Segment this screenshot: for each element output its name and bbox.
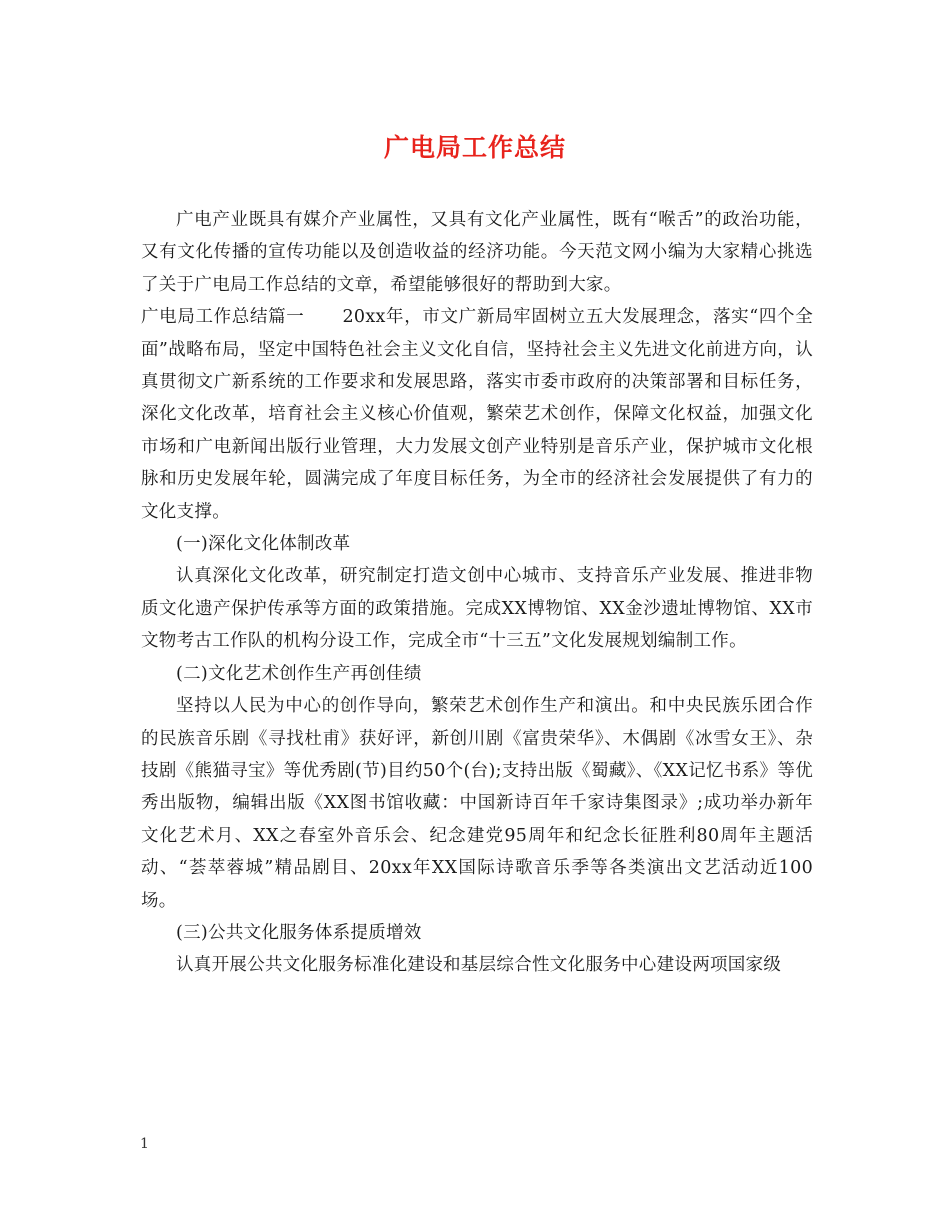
document-title: 广电局工作总结 bbox=[383, 133, 566, 162]
section-text-3: 认真开展公共文化服务标准化建设和基层综合性文化服务中心建设两项国家级 bbox=[176, 955, 782, 976]
article-heading: 广电局工作总结篇一 bbox=[141, 307, 305, 328]
section-text-2: 坚持以人民为中心的创作导向，繁荣艺术创作生产和演出。和中央民族乐团合作的民族音乐剧《寻找杜甫》获好评，新创川剧《富贵荣华》、木偶剧《冰雪女王》、杂技剧《熊猫寻宝》等优秀剧(节)目约50个(台);支持出版《蜀藏》、《XX记忆书系》等优秀出版物，编辑出版《XX图书馆收藏：中国新诗百年千家诗集图录》;成功举办新年文化艺术月、XX之春室外音乐会、纪念建党95周年和纪念长征胜利80周年主题活动、“荟萃蓉城”精品剧目、20xx年XX国际诗歌音乐季等各类演出文艺活动近100场。 bbox=[141, 696, 813, 911]
article-intro-paragraph bbox=[141, 301, 813, 528]
page-number: 1 bbox=[140, 1136, 149, 1152]
section-text-1: 认真深化文化改革，研究制定打造文创中心城市、支持音乐产业发展、推进非物质文化遗产保护传承等方面的政策措施。完成XX博物馆、XX金沙遗址博物馆、XX市文物考古工作队的机构分设工作，完成全市“十三五”文化发展规划编制工作。 bbox=[141, 566, 813, 652]
article-intro-text: 20xx年，市文广新局牢固树立五大发展理念，落实“四个全面”战略布局，坚定中国特色社会主义文化自信，坚持社会主义先进文化前进方向，认真贯彻文广新系统的工作要求和发展思路，落实市委市政府的决策部署和目标任务，深化文化改革，培育社会主义核心价值观，繁荣艺术创作，保障文化权益，加强文化市场和广电新闻出版行业管理，大力发展文创产业特别是音乐产业，保护城市文化根脉和历史发展年轮，圆满完成了年度目标任务，为全市的经济社会发展提供了有力的文化支撑。 bbox=[141, 307, 814, 522]
section-heading-1: (一)深化文化体制改革 bbox=[176, 534, 351, 555]
intro-paragraph: 广电产业既具有媒介产业属性，又具有文化产业属性，既有“喉舌”的政治功能，又有文化传播的宣传功能以及创造收益的经济功能。今天范文网小编为大家精心挑选了关于广电局工作总结的文章，希望能够很好的帮助到大家。 bbox=[141, 210, 813, 295]
document-body bbox=[141, 204, 813, 982]
section-heading-2: (二)文化艺术创作生产再创佳绩 bbox=[176, 663, 422, 684]
section-heading-3: (三)公共文化服务体系提质增效 bbox=[176, 922, 422, 943]
